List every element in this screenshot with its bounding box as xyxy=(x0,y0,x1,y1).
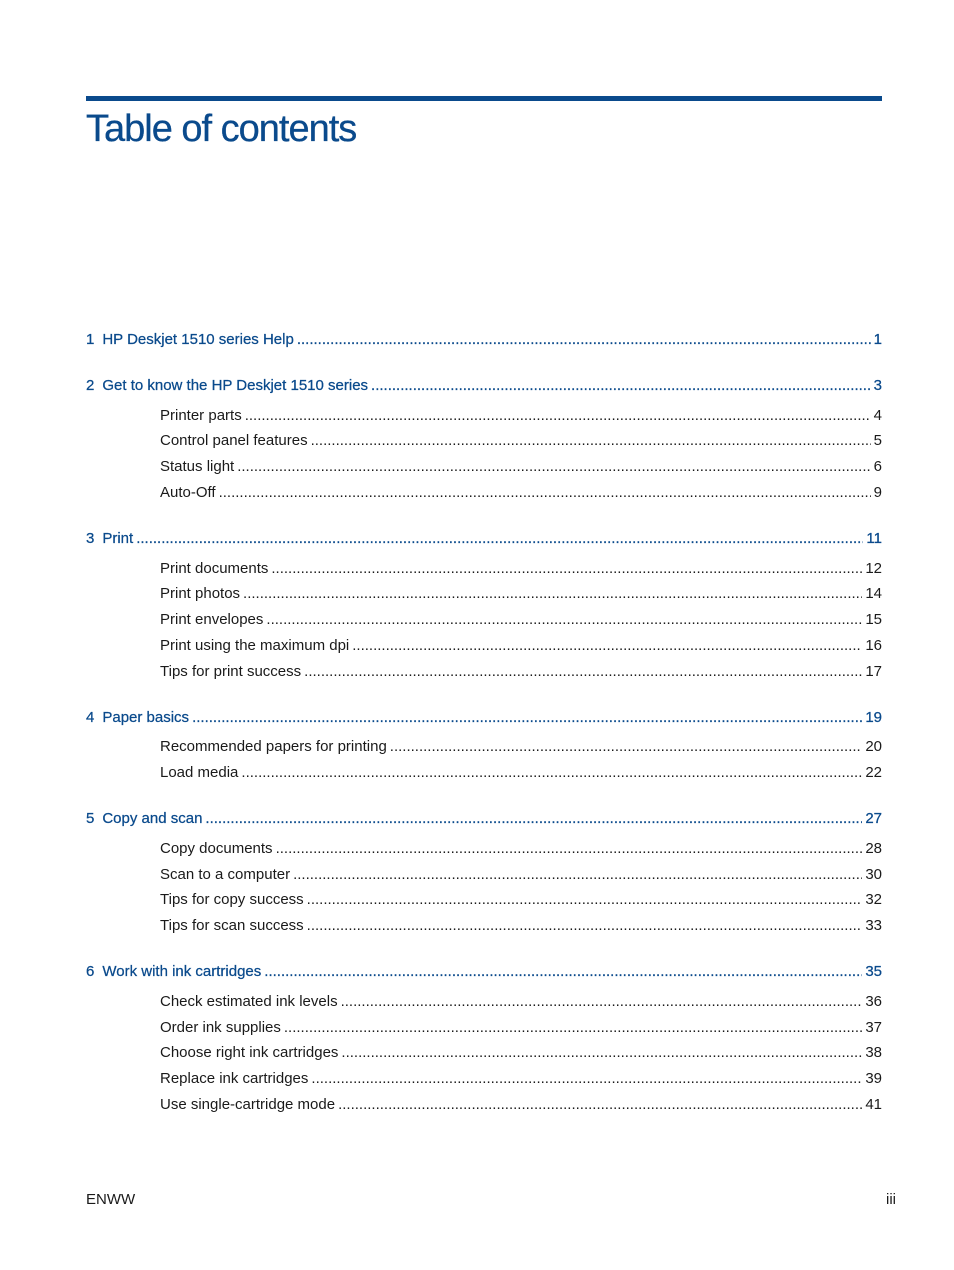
section-page-number: 6 xyxy=(873,458,882,476)
toc-chapter xyxy=(86,705,882,786)
chapter-page-number: 35 xyxy=(865,962,882,980)
section-title: Copy documents xyxy=(160,839,273,857)
toc-section-entry[interactable] xyxy=(86,607,882,633)
section-page-number: 33 xyxy=(865,917,882,935)
dot-leader xyxy=(237,454,870,480)
dot-leader xyxy=(243,581,862,607)
section-page-number: 30 xyxy=(865,865,882,883)
dot-leader xyxy=(245,403,871,429)
toc-chapter xyxy=(86,959,882,1118)
section-page-number: 22 xyxy=(865,764,882,782)
section-page-number: 39 xyxy=(865,1070,882,1088)
section-title: Recommended papers for printing xyxy=(160,738,387,756)
section-title: Check estimated ink levels xyxy=(160,992,338,1010)
section-page-number: 4 xyxy=(873,406,882,424)
section-page-number: 20 xyxy=(865,738,882,756)
section-title: Use single-cartridge mode xyxy=(160,1095,336,1113)
dot-leader xyxy=(293,862,862,888)
section-title: Tips for copy success xyxy=(160,891,304,909)
toc-chapter-entry[interactable] xyxy=(86,959,882,985)
chapter-number: 5 xyxy=(86,809,95,827)
dot-leader xyxy=(352,633,862,659)
dot-leader xyxy=(284,1015,862,1041)
dot-leader xyxy=(307,887,863,913)
dot-leader xyxy=(205,806,862,832)
dot-leader xyxy=(390,734,863,760)
dot-leader xyxy=(136,526,863,552)
title-rule xyxy=(86,96,882,101)
chapter-page-number: 1 xyxy=(873,331,882,348)
dot-leader xyxy=(341,989,863,1015)
table-of-contents xyxy=(86,327,882,1138)
chapter-number: 6 xyxy=(86,962,95,980)
footer-doc-code: ENWW xyxy=(86,1191,136,1208)
chapter-number: 4 xyxy=(86,708,95,726)
toc-section-entry[interactable] xyxy=(86,862,882,888)
chapter-number: 2 xyxy=(86,376,95,394)
toc-section-entry[interactable] xyxy=(86,556,882,582)
toc-chapter-entry[interactable] xyxy=(86,705,882,731)
section-page-number: 14 xyxy=(865,585,882,603)
chapter-number: 3 xyxy=(86,529,95,547)
dot-leader xyxy=(311,428,871,454)
dot-leader xyxy=(297,327,871,353)
dot-leader xyxy=(371,373,871,399)
section-page-number: 12 xyxy=(865,559,882,577)
chapter-page-number: 3 xyxy=(873,376,882,394)
section-page-number: 28 xyxy=(865,839,882,857)
chapter-page-number: 19 xyxy=(865,708,882,726)
section-title: Order ink supplies xyxy=(160,1018,281,1036)
toc-section-entry[interactable] xyxy=(86,734,882,760)
section-page-number: 37 xyxy=(865,1018,882,1036)
section-title: Tips for scan success xyxy=(160,917,304,935)
section-page-number: 36 xyxy=(865,992,882,1010)
toc-section-entry[interactable] xyxy=(86,887,882,913)
toc-section-entry[interactable] xyxy=(86,1066,882,1092)
chapter-title: Paper basics xyxy=(102,708,190,726)
chapter-title: Print xyxy=(102,529,134,547)
dot-leader xyxy=(311,1066,862,1092)
toc-section-entry[interactable] xyxy=(86,403,882,429)
section-title: Replace ink cartridges xyxy=(160,1070,309,1088)
toc-section-entry[interactable] xyxy=(86,1040,882,1066)
section-title: Print photos xyxy=(160,585,241,603)
chapter-title: Copy and scan xyxy=(102,809,203,827)
toc-section-entry[interactable] xyxy=(86,454,882,480)
toc-section-entry[interactable] xyxy=(86,633,882,659)
toc-section-entry[interactable] xyxy=(86,1092,882,1118)
dot-leader xyxy=(264,959,862,985)
toc-chapter-entry[interactable] xyxy=(86,373,882,399)
toc-section-entry[interactable] xyxy=(86,989,882,1015)
toc-chapter-entry[interactable] xyxy=(86,327,882,353)
toc-section-entry[interactable] xyxy=(86,581,882,607)
dot-leader xyxy=(304,659,862,685)
toc-chapter xyxy=(86,806,882,939)
page-title: Table of contents xyxy=(86,108,357,150)
chapter-page-number: 27 xyxy=(865,809,882,827)
section-page-number: 41 xyxy=(865,1095,882,1113)
section-title: Print using the maximum dpi xyxy=(160,636,350,654)
toc-chapter xyxy=(86,327,882,353)
section-page-number: 15 xyxy=(865,611,882,629)
section-title: Auto-Off xyxy=(160,483,216,501)
dot-leader xyxy=(266,607,862,633)
dot-leader xyxy=(241,760,862,786)
section-title: Choose right ink cartridges xyxy=(160,1044,339,1062)
dot-leader xyxy=(271,556,862,582)
dot-leader xyxy=(276,836,863,862)
section-page-number: 17 xyxy=(865,662,882,680)
section-title: Tips for print success xyxy=(160,662,302,680)
section-title: Print documents xyxy=(160,559,269,577)
section-title: Status light xyxy=(160,458,235,476)
dot-leader xyxy=(307,913,863,939)
section-page-number: 16 xyxy=(865,636,882,654)
toc-chapter xyxy=(86,526,882,685)
section-title: Control panel features xyxy=(160,432,308,450)
section-title: Scan to a computer xyxy=(160,865,291,883)
dot-leader xyxy=(338,1092,862,1118)
toc-section-entry[interactable] xyxy=(86,1015,882,1041)
chapter-title: Work with ink cartridges xyxy=(102,962,262,980)
toc-section-entry[interactable] xyxy=(86,659,882,685)
toc-chapter-entry[interactable] xyxy=(86,526,882,552)
footer-page-number: iii xyxy=(886,1191,896,1208)
toc-section-entry[interactable] xyxy=(86,836,882,862)
section-page-number: 32 xyxy=(865,891,882,909)
toc-section-entry[interactable] xyxy=(86,760,882,786)
toc-section-entry[interactable] xyxy=(86,428,882,454)
section-page-number: 38 xyxy=(865,1044,882,1062)
toc-section-entry[interactable] xyxy=(86,480,882,506)
section-title: Load media xyxy=(160,764,239,782)
chapter-title: Get to know the HP Deskjet 1510 series xyxy=(102,376,369,394)
section-title: Printer parts xyxy=(160,406,242,424)
dot-leader xyxy=(192,705,862,731)
chapter-number: 1 xyxy=(86,331,95,348)
toc-section-entry[interactable] xyxy=(86,913,882,939)
chapter-page-number: 11 xyxy=(866,529,882,547)
section-page-number: 5 xyxy=(873,432,882,450)
section-page-number: 9 xyxy=(873,483,882,501)
toc-chapter-entry[interactable] xyxy=(86,806,882,832)
chapter-title: HP Deskjet 1510 series Help xyxy=(102,331,294,348)
dot-leader xyxy=(219,480,871,506)
dot-leader xyxy=(341,1040,862,1066)
section-title: Print envelopes xyxy=(160,611,264,629)
toc-chapter xyxy=(86,373,882,506)
